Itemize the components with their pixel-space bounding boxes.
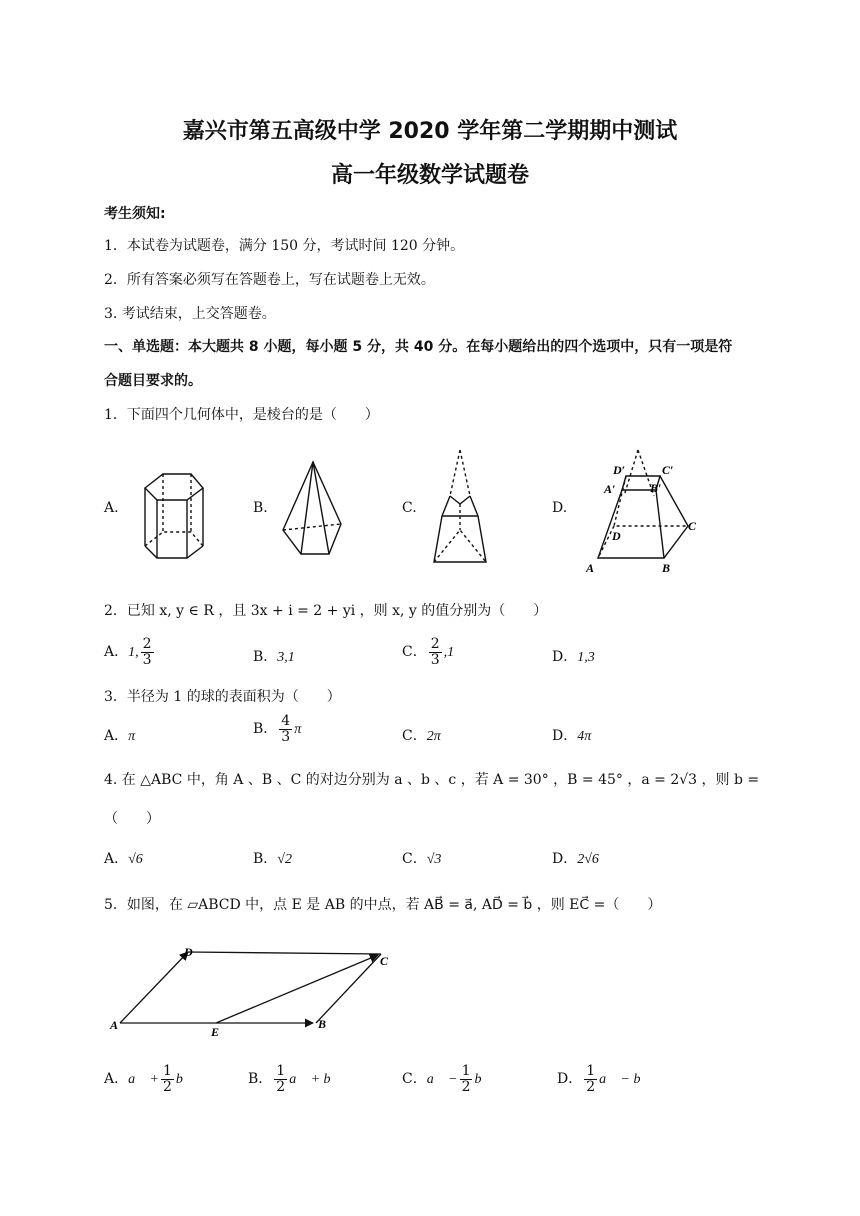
label-a: A [586,561,595,575]
notice-item: 1．本试卷为试题卷，满分 150 分，考试时间 120 分钟。 [104,238,465,254]
q5-option-a: A．a⃗ + $\frac{1}{2}$ b⃗ [104,1063,194,1095]
fig-label-e: E [211,1025,220,1039]
question-4-stem-cont: （ ） [104,811,160,827]
q2-option-a: A．1, $\frac{2}{3}$ [104,636,152,668]
fig-label-c: C [380,954,389,968]
label-b: B [662,561,671,575]
q3-option-c: C．2π [402,728,441,744]
label-d: D [612,529,621,543]
q4-option-c: C．√3 [402,851,442,867]
q1-option-b-label: B. [253,500,268,516]
question-3-stem: 3．半径为 1 的球的表面积为（ ） [104,689,341,705]
notice-item: 2．所有答案必须写在答题卷上，写在试题卷上无效。 [104,272,435,288]
q2-option-d: D．1,3 [552,649,595,665]
fig-label-a: A [110,1018,119,1032]
q5-option-b: B． $\frac{1}{2}$ a⃗ + b⃗ [248,1063,342,1095]
label-b-prime: B′ [650,481,662,495]
label-d-prime: D′ [613,463,626,477]
hexagonal-prism-figure [135,458,215,568]
q1-option-d-label: D. [552,500,568,516]
cut-pyramid-figure [420,448,500,568]
q5-option-d: D． $\frac{1}{2}$ a⃗ − b⃗ [557,1063,652,1095]
section-heading-cont: 合题目要求的。 [104,373,202,389]
label-c-prime: C′ [662,463,674,477]
exam-subtitle: 高一年级数学试题卷 [330,163,529,188]
fig-label-b: B [318,1017,327,1031]
notice-item: 3. 考试结束，上交答题卷。 [104,306,276,322]
section-heading: 一、单选题：本大题共 8 小题，每小题 5 分，共 40 分。在每小题给出的四个选项中，只有一项是符 [104,339,733,355]
q3-option-a: A．π [104,728,136,744]
question-5-stem: 5．如图，在 ▱ABCD 中，点 E 是 AB 的中点，若 AB⃗ = a⃗, AD⃗ = b⃗ ，则 EC⃗ =（ ） [104,897,662,913]
q1-option-a-label: A. [104,500,119,516]
q4-option-a: A．√6 [104,851,143,867]
label-c: C [688,519,697,533]
frustum-figure [580,440,710,575]
question-4-stem: 4. 在 △ABC 中，角 A 、B 、C 的对边分别为 a 、b 、c ，若 A = 30° ，B = 45° ，a = 2√3 ，则 b = [104,772,760,788]
q2-option-c: C． $\frac{2}{3}$ ,1 [402,636,455,668]
parallelogram-figure [108,940,408,1040]
fig-label-d: D [184,945,193,959]
q4-option-d: D．2√6 [552,851,599,867]
label-a-prime: A′ [604,482,616,496]
q3-option-b: B． $\frac{4}{3}$ π [253,713,302,745]
q1-option-c-label: C. [402,500,417,516]
exam-title: 嘉兴市第五高级中学 2020 学年第二学期期中测试 [182,119,678,144]
q3-option-d: D．4π [552,728,592,744]
notice-heading: 考生须知: [104,206,166,222]
pyramid-figure [275,456,355,562]
q2-option-b: B．3,1 [253,649,295,665]
q5-option-c: C．a⃗ − $\frac{1}{2}$ b⃗ [402,1063,493,1095]
question-2-stem: 2．已知 x, y ∈ R ，且 3x + i = 2 + yi ，则 x, y 的值分别为（ ） [104,603,548,619]
question-1-stem: 1．下面四个几何体中，是棱台的是（ ） [104,407,379,423]
q4-option-b: B．√2 [253,851,292,867]
